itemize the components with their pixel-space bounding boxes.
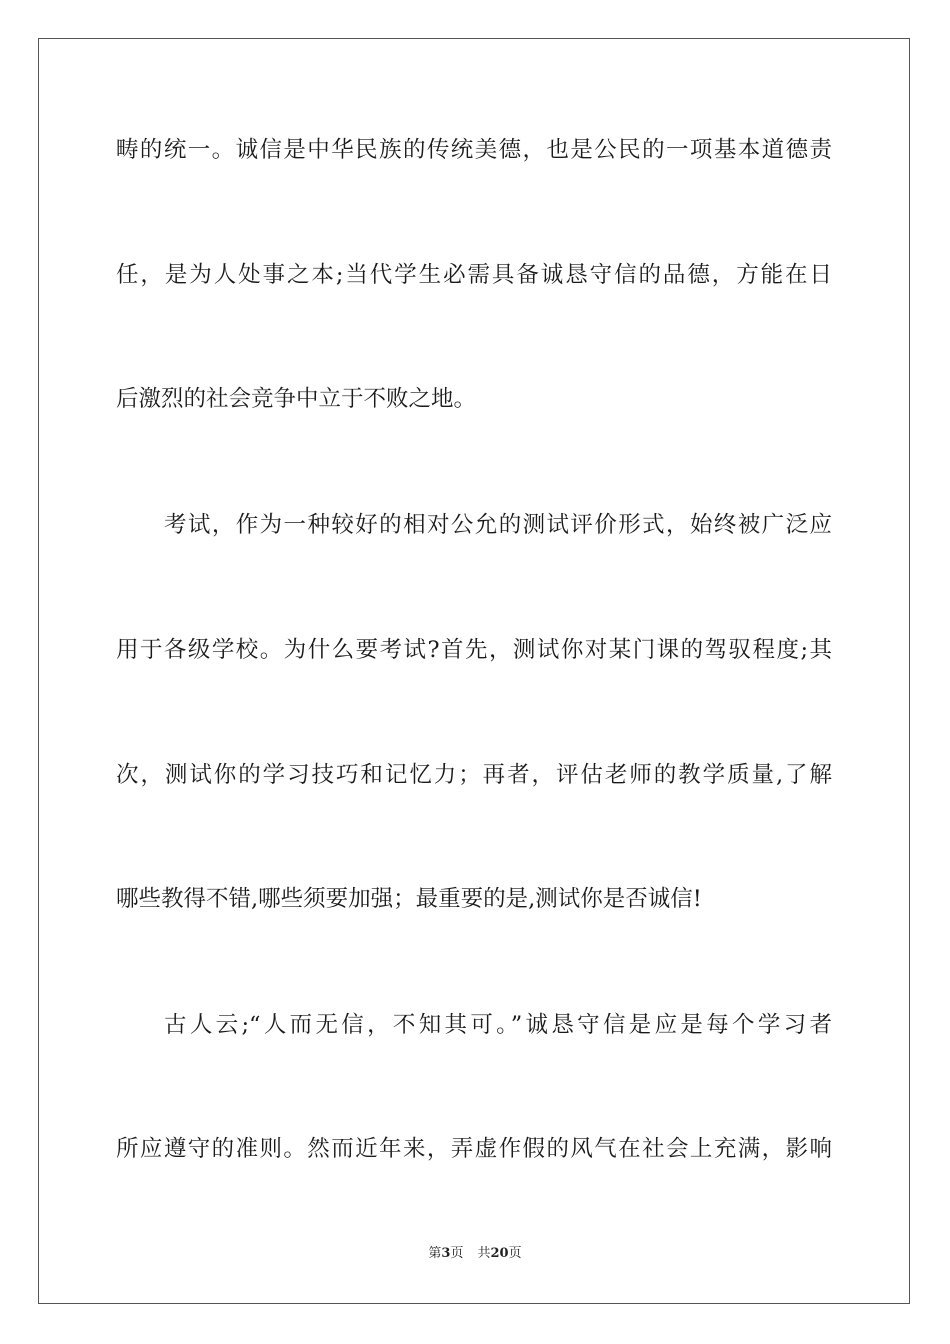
text-line-5: 用于各级学校。为什么要考试?首先，测试你对某门课的驾驭程度;其 [116,637,832,663]
text-line-3: 后激烈的社会竞争中立于不败之地。 [116,386,477,412]
text-line-8: 古人云;“人而无信，不知其可。”诚恳守信是应是每个学习者 [164,1012,832,1038]
page-footer [0,1245,950,1263]
footer-page-prefix: 第 [428,1246,442,1261]
footer-page-total: 20 [490,1246,509,1261]
text-line-4: 考试，作为一种较好的相对公允的测试评价形式，始终被广泛应 [164,512,832,538]
text-line-1: 畴的统一。诚信是中华民族的传统美德，也是公民的一项基本道德责 [116,137,832,163]
footer-total-prefix: 共 [477,1246,491,1261]
text-line-2: 任，是为人处事之本;当代学生必需具备诚恳守信的品德，方能在日 [116,262,832,288]
page-border [38,38,910,1304]
footer-total-suffix: 页 [508,1246,522,1261]
text-line-6: 次，测试你的学习技巧和记忆力；再者，评估老师的教学质量,了解 [116,762,832,788]
footer-page-current: 3 [441,1246,451,1261]
text-line-7: 哪些教得不错,哪些须要加强；最重要的是,测试你是否诚信! [116,886,702,912]
footer-page-suffix: 页 [450,1246,464,1261]
text-line-9: 所应遵守的准则。然而近年来，弄虚作假的风气在社会上充满，影响 [116,1136,832,1162]
